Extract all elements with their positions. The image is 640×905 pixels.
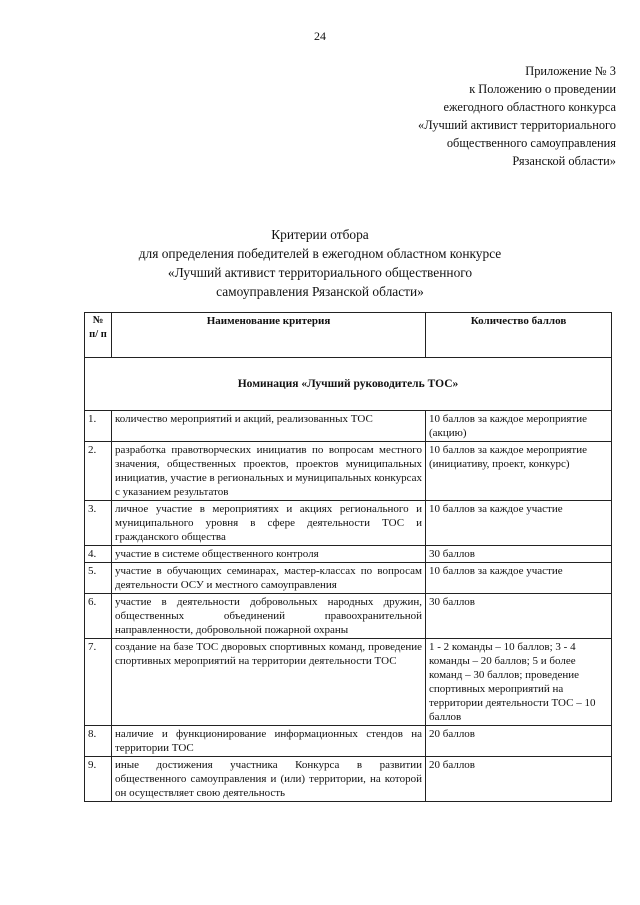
nomination-row xyxy=(85,358,612,411)
row-criterion: разработка правотворческих инициатив по вопросам местного значения, общественных проектов, проектов муниципальных инициатив, участие в региональных и муниципальных конкурсах с указанием результатов xyxy=(112,442,426,501)
row-criterion: иные достижения участника Конкурса в развитии общественного самоуправления и (или) территории, на которой он осуществляет свою деятельность xyxy=(112,757,426,802)
table-header-row xyxy=(85,313,612,358)
row-criterion: личное участие в мероприятиях и акциях регионального и муниципального уровня в сфере деятельности ТОС и гражданского общества xyxy=(112,501,426,546)
appendix-line: к Положению о проведении xyxy=(469,82,616,96)
row-num: 1. xyxy=(85,411,112,442)
table-row xyxy=(85,411,612,442)
row-points: 10 баллов за каждое мероприятие (инициативу, проект, конкурс) xyxy=(426,442,612,501)
row-num: 9. xyxy=(85,757,112,802)
row-num: 4. xyxy=(85,546,112,563)
appendix-line: «Лучший активист территориального xyxy=(418,118,616,132)
row-num: 3. xyxy=(85,501,112,546)
table-row xyxy=(85,501,612,546)
row-criterion: создание на базе ТОС дворовых спортивных команд, проведение спортивных мероприятий на территории деятельности ТОС xyxy=(112,639,426,726)
row-points: 30 баллов xyxy=(426,546,612,563)
document-title xyxy=(0,225,640,301)
row-points: 1 - 2 команды – 10 баллов; 3 - 4 команды – 20 баллов; 5 и более команд – 30 баллов; проведение спортивных мероприятий на территории деятельности ТОС – 10 баллов xyxy=(426,639,612,726)
row-num: 2. xyxy=(85,442,112,501)
row-points: 20 баллов xyxy=(426,726,612,757)
appendix-line: Приложение № 3 xyxy=(525,64,616,78)
table-row xyxy=(85,563,612,594)
row-criterion: участие в системе общественного контроля xyxy=(112,546,426,563)
nomination-title: Номинация «Лучший руководитель ТОС» xyxy=(85,358,612,411)
row-num: 5. xyxy=(85,563,112,594)
title-line: Критерии отбора xyxy=(271,227,369,242)
appendix-line: общественного самоуправления xyxy=(446,136,616,150)
criteria-table xyxy=(84,312,612,802)
table-row xyxy=(85,639,612,726)
page-number: 24 xyxy=(314,29,326,43)
row-criterion: наличие и функционирование информационных стендов на территории ТОС xyxy=(112,726,426,757)
row-points: 30 баллов xyxy=(426,594,612,639)
row-num: 7. xyxy=(85,639,112,726)
table-row xyxy=(85,594,612,639)
appendix-block xyxy=(418,62,616,170)
row-num: 6. xyxy=(85,594,112,639)
row-num: 8. xyxy=(85,726,112,757)
header-num: № п/ п xyxy=(85,313,112,358)
title-line: самоуправления Рязанской области» xyxy=(216,284,424,299)
appendix-line: ежегодного областного конкурса xyxy=(443,100,616,114)
appendix-line: Рязанской области» xyxy=(512,154,616,168)
row-points: 20 баллов xyxy=(426,757,612,802)
row-points: 10 баллов за каждое участие xyxy=(426,563,612,594)
row-points: 10 баллов за каждое мероприятие (акцию) xyxy=(426,411,612,442)
header-points: Количество баллов xyxy=(426,313,612,358)
table-row xyxy=(85,442,612,501)
row-points: 10 баллов за каждое участие xyxy=(426,501,612,546)
table-row xyxy=(85,757,612,802)
header-name: Наименование критерия xyxy=(112,313,426,358)
table-row xyxy=(85,726,612,757)
row-criterion: участие в обучающих семинарах, мастер-классах по вопросам деятельности ОСУ и местного самоуправления xyxy=(112,563,426,594)
row-criterion: количество мероприятий и акций, реализованных ТОС xyxy=(112,411,426,442)
title-line: «Лучший активист территориального общественного xyxy=(167,265,473,280)
row-criterion: участие в деятельности добровольных народных дружин, общественных объединений правоохранительной направленности, добровольной пожарной охраны xyxy=(112,594,426,639)
title-line: для определения победителей в ежегодном областном конкурсе xyxy=(138,246,502,261)
table-row xyxy=(85,546,612,563)
